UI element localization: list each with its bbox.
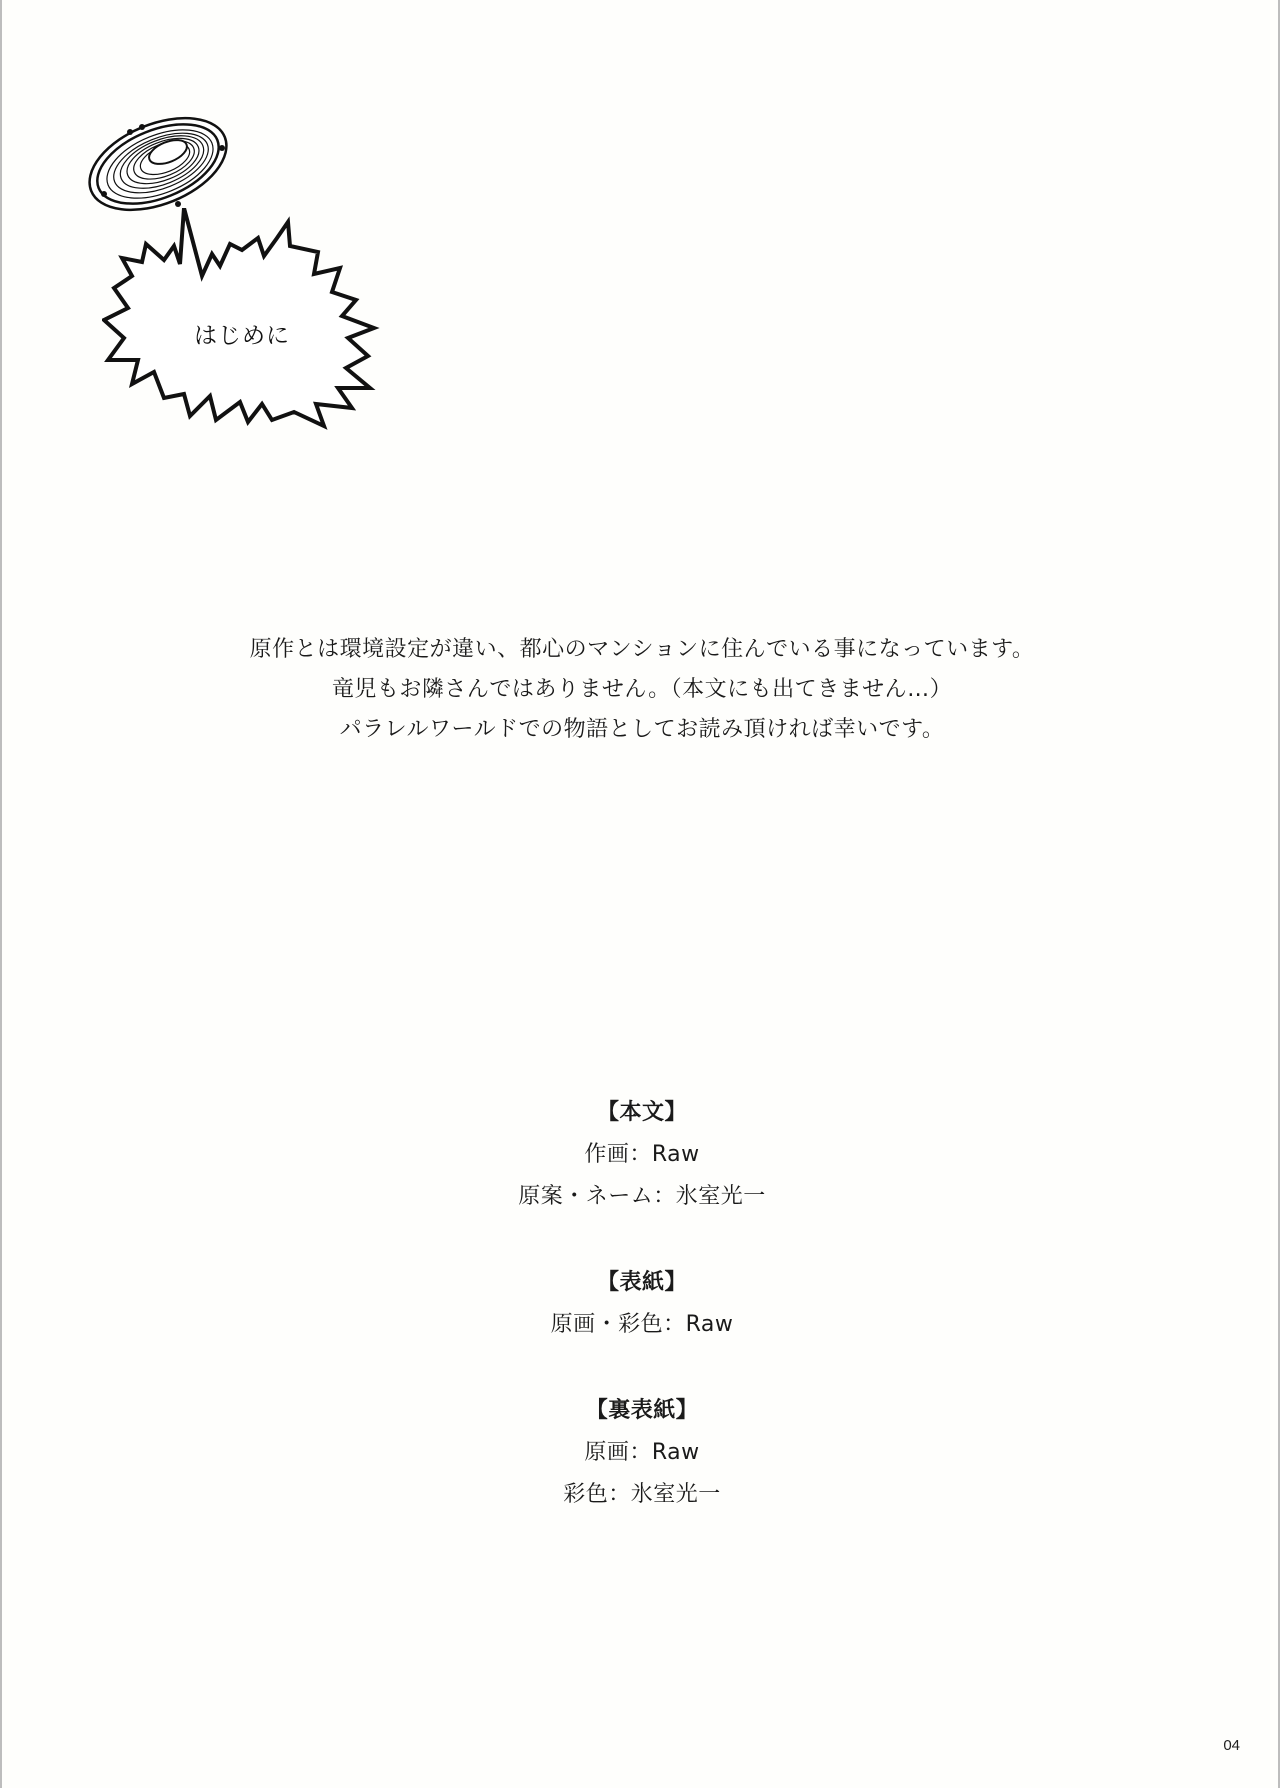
intro-line: 竜児もお隣さんではありません。（本文にも出てきません…） [331, 677, 953, 702]
speaker-icon [80, 108, 240, 218]
credits [342, 1092, 942, 1516]
credits-line: 原画：Raw [584, 1440, 700, 1465]
credits-line: 原案・ネーム：氷室光一 [518, 1184, 766, 1209]
intro-line: 原作とは環境設定が違い、都心のマンションに住んでいる事になっています。 [249, 637, 1035, 662]
credits-line: 作画：Raw [584, 1142, 700, 1167]
credits-heading: 【表紙】 [596, 1270, 687, 1295]
page-number: 04 [1223, 1737, 1240, 1754]
credits-heading: 【裏表紙】 [585, 1398, 699, 1423]
credits-section-back-cover [342, 1390, 942, 1516]
credits-heading: 【本文】 [596, 1100, 687, 1125]
credits-line: 原画・彩色：Raw [550, 1312, 734, 1337]
bubble-label: はじめに [194, 323, 290, 349]
intro-text [142, 630, 1142, 750]
credits-section-body [342, 1092, 942, 1218]
credits-section-cover [342, 1262, 942, 1346]
intro-line: パラレルワールドでの物語としてお読み頂ければ幸いです。 [339, 717, 945, 742]
credits-line: 彩色：氷室光一 [563, 1482, 721, 1507]
